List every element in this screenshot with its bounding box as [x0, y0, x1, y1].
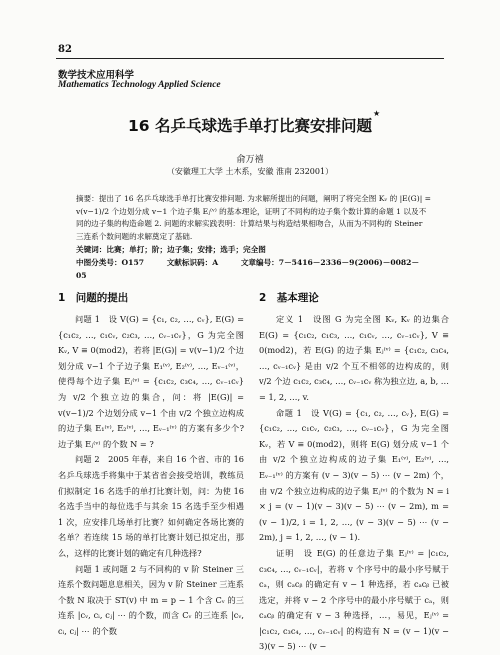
- affiliation: （安徽理工大学 土木系，安徽 淮南 232001）: [166, 167, 334, 176]
- paragraph: 问题 1 设 V(G) = {c₁, c₂, …, cᵥ}, E(G) = {c₁c₂, …, c₁cᵥ, c₂c₃, …, cᵥ₋₁cᵥ}，G 为完全图 Kᵥ, V ≡ 0(mod2)，若将 |E(G)| = v(v−1)/2 个边划分成 v−1 个子边子集 E₁⁽ᵛ⁾, E₂⁽ᵛ⁾, …, Eᵥ₋₁⁽ᵛ⁾，使得每个边子集 Eⱼ⁽ᵛ⁾ = {c₁c₂, c₃c₄, …, cᵥ₋₁cᵥ} 为 v/2 个独立边的集合，问：将 |E(G)| = v(v−1)/2 个边划分成 v−1 个由 v/2 个独立边构成的边子集 E₁⁽ᵛ⁾, E₂⁽ᵛ⁾, …, Eᵥ₋₁⁽ᵛ⁾ 的方案有多少个?边子集 Eⱼ⁽ᵛ⁾ 的个数 N = ?: [58, 314, 244, 449]
- title-footnote-mark: ★: [373, 109, 381, 118]
- paragraph: 问题 1 或问题 2 与不同构的 v 阶 Steiner 三连系个数问题息息相关，因为 v 阶 Steiner 三连系个数 N 取决于 ST(v) 中 m = p − 1 个含 Cᵥ 的三连系 |cᵥ, cᵢ, cⱼ| ⋯ 的个数，而含 Cᵥ 的三连系 |cᵥ, cᵢ, cⱼ| ⋯ 的个数: [58, 563, 244, 636]
- abstract: 摘要：提出了 16 名乒乓球选手单打比赛安排问题. 为求解所提出的问题，阐明了将完全图 Kᵥ 的 |E(G)| = v(v−1)/2 个边划分成 v−1 个边子集 Eⱼ⁽ᵛ⁾ 的基本理论，证明了不同构的边子集个数计算的命题 1 以及不同的边子集的构造命题 2. 问题的求解实践表明：计算结果与构造结果相吻合，从而为不同构的 Steiner 三连系个数问题的求解奠定了基础.: [76, 194, 432, 241]
- right-column: [259, 312, 449, 655]
- journal-name-en: Mathematics Technology Applied Science: [58, 80, 221, 90]
- document-code: 文献标识码：A: [166, 258, 219, 267]
- article-number: 文章编号：7－5416－2336－9(2006)－0082－05: [76, 258, 420, 280]
- paragraph: 证明 设 E(G) 的任意边子集 Eⱼ⁽ᵛ⁾ = |c₁c₂, c₃c₄, …, cᵥ₋₁cᵥ|，若将 v 个序号中的最小序号赋于 cₐ，则 cₐcᵦ 的确定有 v − 1 种选择，若 cₐcᵦ 已被选定，并将 v − 2 个序号中的最小序号赋于 cₐ，则 cₐcᵦ 的确定有 v − 3 种选择，…，易见，Eⱼ⁽ᵛ⁾ = |c₁c₂, c₃c₄, …, cᵥ₋₁cᵥ| 的构造有 N = (v − 1)(v − 3)(v − 5) ⋯ (v −: [259, 547, 449, 652]
- clc-number: 中图分类号：O157: [76, 258, 145, 267]
- paper-title: 16 名乒乓球选手单打比赛安排问题: [128, 117, 372, 135]
- paragraph: 定义 1 设图 G 为完全图 Kᵥ, Kᵥ 的边集合 E(G) = {c₁c₂, c₁c₃, …, c₁cᵥ, …, cᵥ₋₁cᵥ}, V ≡ 0(mod2)，若 E(G) 的边子集 Eⱼ⁽ᵛ⁾ = {c₁c₂, c₃c₄, …, cᵥ₋₁cᵥ} 是由 v/2 个互不相邻的边构成的，则 v/2 个边 c₁c₂, c₃c₄, …, cᵥ₋₁cᵥ 称为独立边, a, b, … = 1, 2, …, v.: [259, 314, 449, 402]
- keywords: 关键词：比赛；单打；阶；边子集；安排；选手；完全图: [76, 245, 266, 254]
- header-rule: [56, 58, 444, 59]
- section-heading-2: 2 基本理论: [259, 292, 319, 304]
- section-heading-1: 1 问题的提出: [58, 292, 129, 304]
- classification-line: [76, 257, 432, 282]
- author: 俞万禧: [236, 155, 264, 165]
- journal-name-cn: 数学技术应用科学: [58, 70, 135, 81]
- paragraph: 问题 2 2005 年春，来自 16 个省、市的 16 名乒乓球选手将集中于某省省会接受培训，教练员们拟制定 16 名选手的单打比赛计划，问：为使 16 名选手当中的每位选手与其余 15 名选手至少相遇 1 次，应安排几场单打比赛？如何确定各场比赛的名单？若连续 15 场的单打比赛计划已拟定出，那么，这样的比赛计划的确定有几种选择?: [58, 454, 244, 558]
- paragraph: 命题 1 设 V(G) = {c₁, c₂, …, cᵥ}, E(G) = {c₁c₂, …, c₁cᵥ, c₂c₃, …, cᵥ₋₁cᵥ}，G 为完全图 Kᵥ，若 V ≡ 0(mod2)，则将 E(G) 划分成 v−1 个由 v/2 个独立边构成的边子集 E₁⁽ᵛ⁾, E₂⁽ᵛ⁾, …, Eᵥ₋₁⁽ᵛ⁾ 的方案有 (v − 3)(v − 5) ⋯ (v − 2m) 个，由 v/2 个独立边构成的边子集 Eⱼ⁽ᵛ⁾ 的个数为 N = i × j = (v − 1)(v − 3)(v − 5) ⋯ (v − 2m), m = (v − 1)/2, i = 1, 2, …, (v − 3)(v − 5) ⋯ (v − 2m), j = 1, 2, …, (v − 1).: [259, 407, 449, 543]
- page-number: 82: [58, 44, 72, 55]
- left-column: [58, 312, 244, 639]
